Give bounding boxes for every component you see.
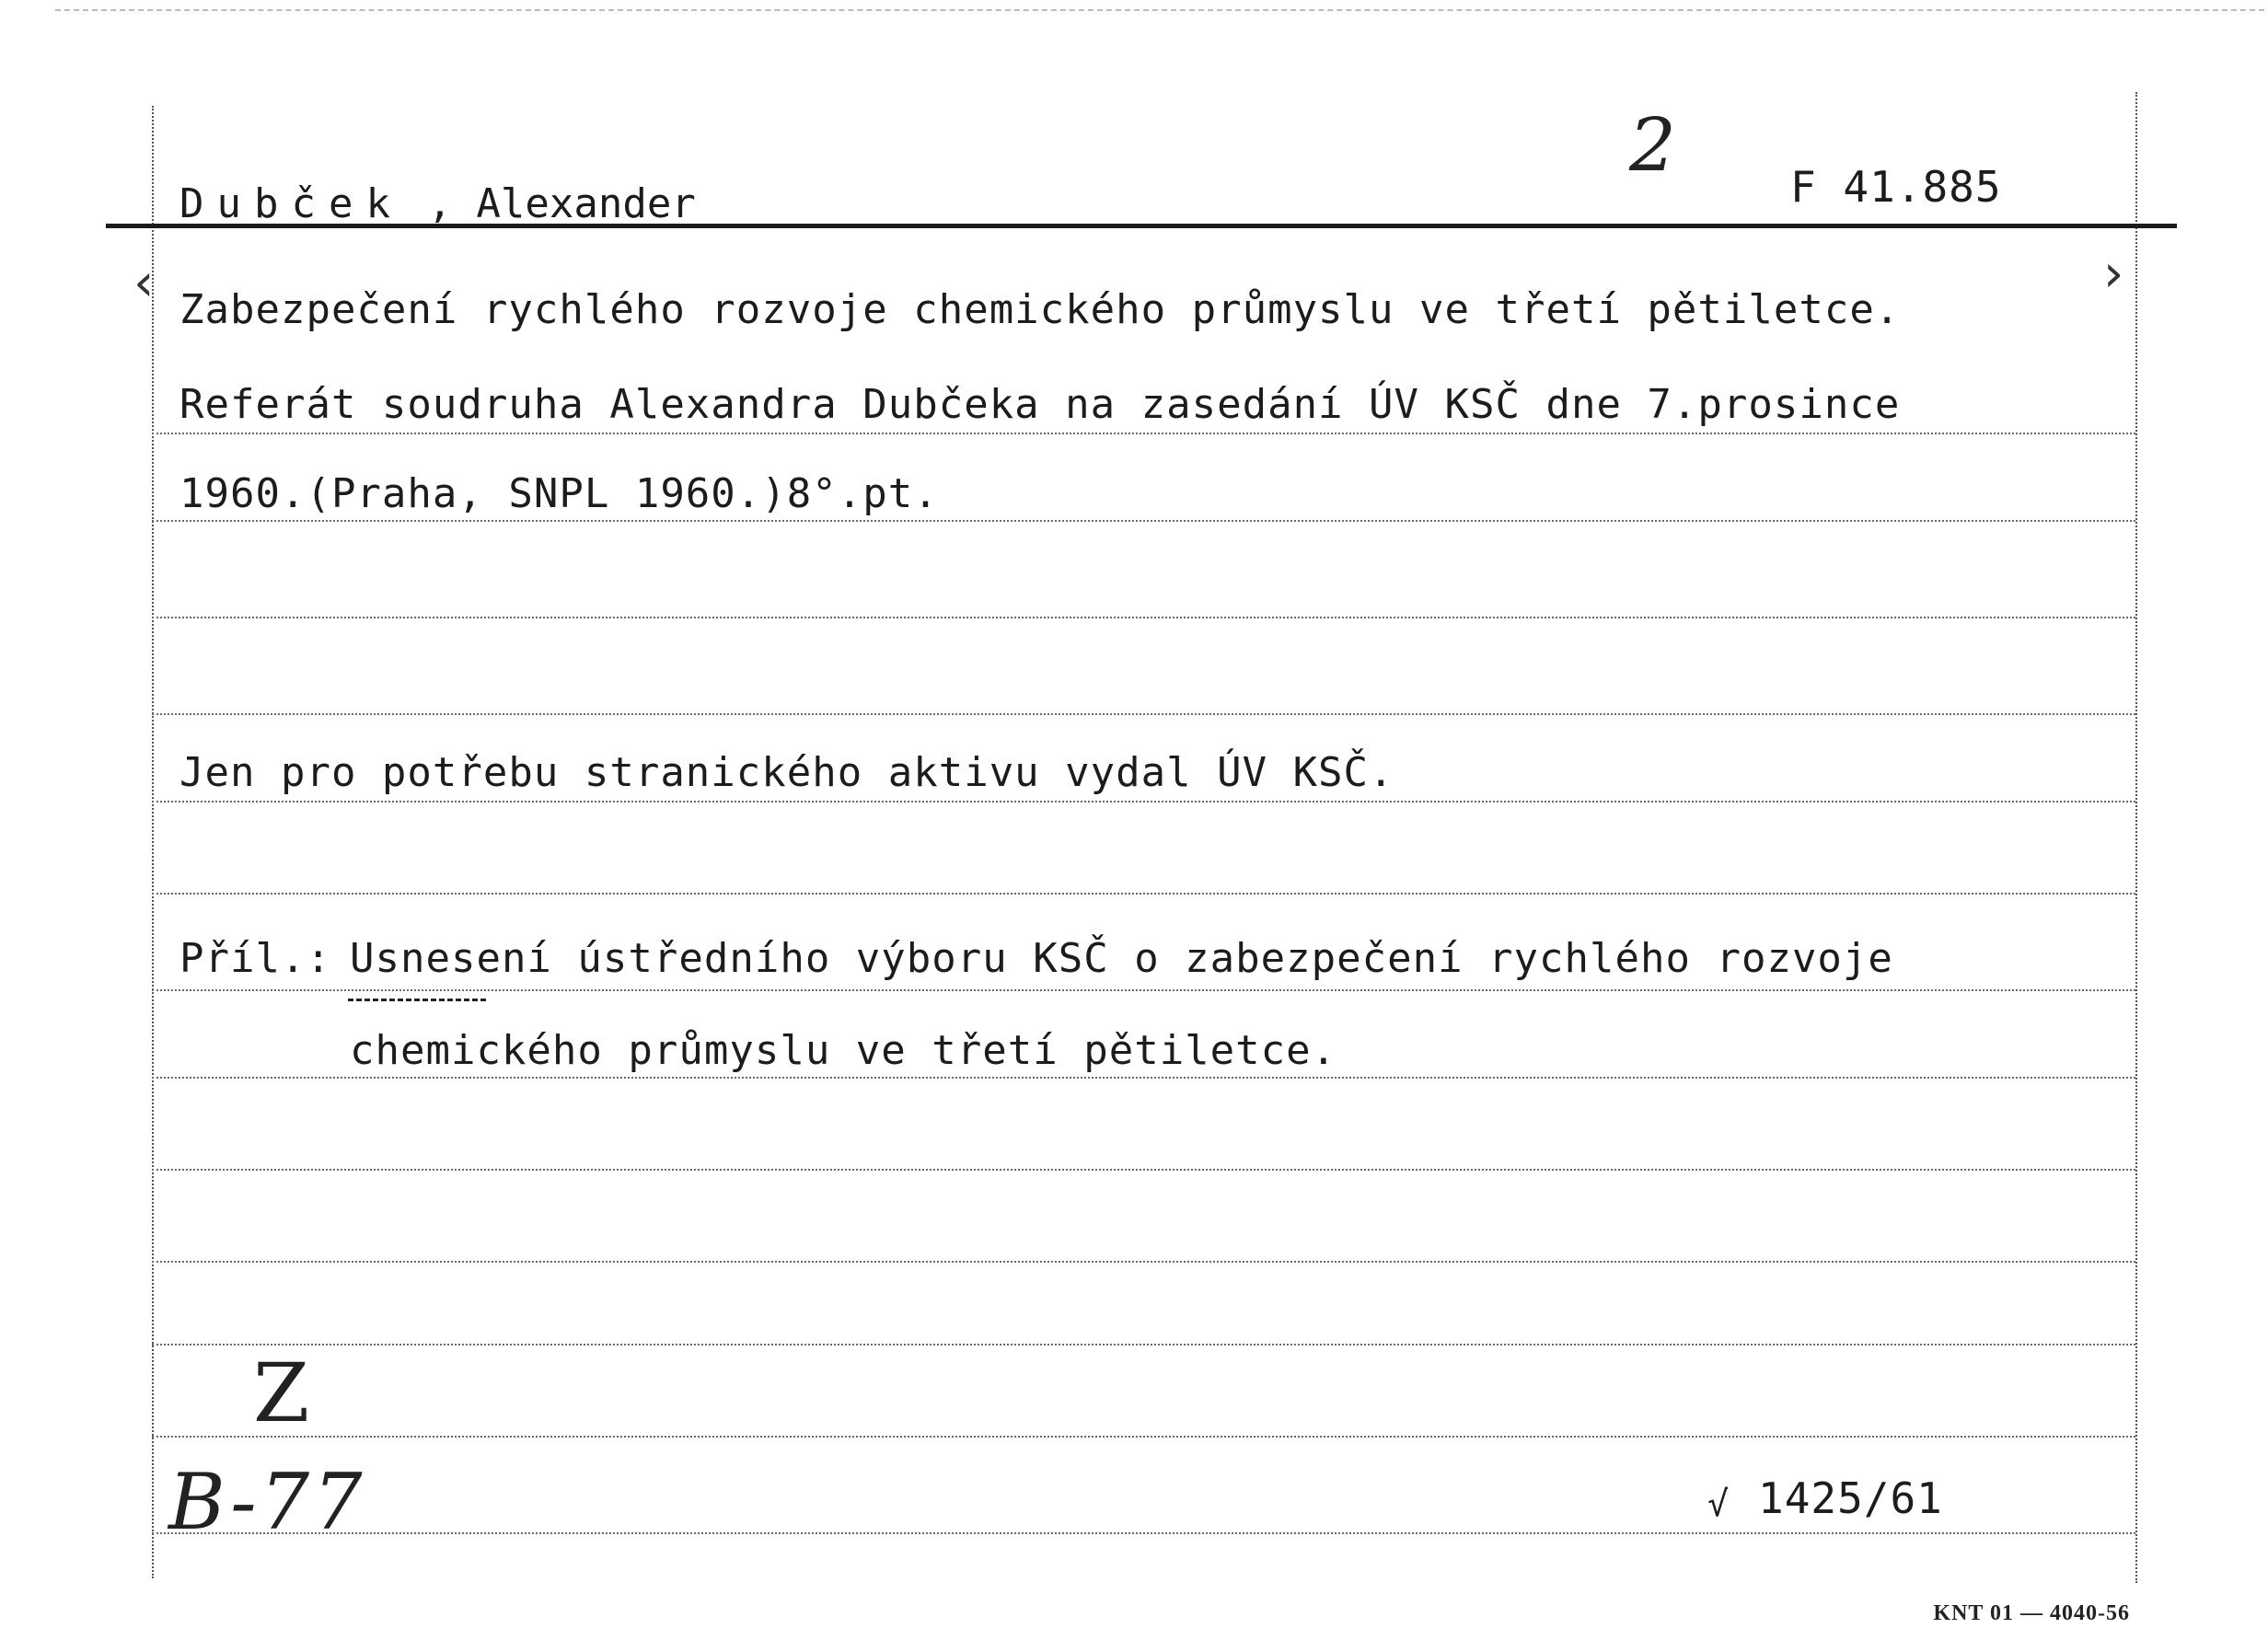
supplement-label: Příl.: bbox=[179, 935, 331, 982]
accession-number: 1425/61 bbox=[1758, 1473, 1943, 1523]
subtitle-line: Referát soudruha Alexandra Dubčeka na zasedání ÚV KSČ dne 7.prosince bbox=[179, 381, 1901, 428]
ruled-line bbox=[152, 1077, 2135, 1079]
left-margin-line bbox=[152, 106, 154, 1578]
ruled-line bbox=[152, 617, 2135, 618]
handwritten-signature: B-77 bbox=[168, 1457, 366, 1547]
ruled-line bbox=[152, 1436, 2135, 1438]
right-margin-line bbox=[2135, 92, 2137, 1583]
left-bracket-mark: ‹ bbox=[133, 253, 155, 313]
ruled-line bbox=[152, 801, 2135, 803]
publication-note: Jen pro potřebu stranického aktivu vydal ÚV KSČ. bbox=[179, 749, 1394, 796]
ruled-line bbox=[152, 1532, 2135, 1534]
handwritten-number: 2 bbox=[1629, 102, 1676, 188]
supplement-underline bbox=[348, 999, 486, 1001]
top-edge-marks bbox=[55, 9, 2264, 11]
ruled-line bbox=[152, 433, 2135, 434]
title-line: Zabezpečení rychlého rozvoje chemického průmyslu ve třetí pětiletce. bbox=[179, 286, 1901, 333]
ruled-line bbox=[152, 1344, 2135, 1345]
form-code: KNT 01 — 4040-56 bbox=[1933, 1601, 2130, 1625]
shelf-mark: F 41.885 bbox=[1790, 162, 2002, 212]
ruled-line bbox=[152, 893, 2135, 895]
ruled-line bbox=[152, 989, 2135, 991]
ruled-line bbox=[152, 713, 2135, 715]
accession-tick: √ bbox=[1707, 1484, 1730, 1524]
imprint-line: 1960.(Praha, SNPL 1960.)8°.pt. bbox=[179, 470, 939, 517]
ruled-line bbox=[152, 1169, 2135, 1171]
author-heading bbox=[179, 180, 696, 227]
supplement-line-2: chemického průmyslu ve třetí pětiletce. bbox=[350, 1027, 1337, 1074]
supplement-line-1: Usnesení ústředního výboru KSČ o zabezpečení rychlého rozvoje bbox=[350, 935, 1893, 982]
right-bracket-mark: › bbox=[2103, 244, 2124, 304]
ruled-line bbox=[152, 520, 2135, 522]
ruled-line bbox=[152, 1261, 2135, 1263]
handwritten-mark: Z bbox=[253, 1345, 310, 1440]
author-given-name: , Alexander bbox=[427, 180, 696, 227]
author-surname: Dubček bbox=[179, 180, 403, 227]
